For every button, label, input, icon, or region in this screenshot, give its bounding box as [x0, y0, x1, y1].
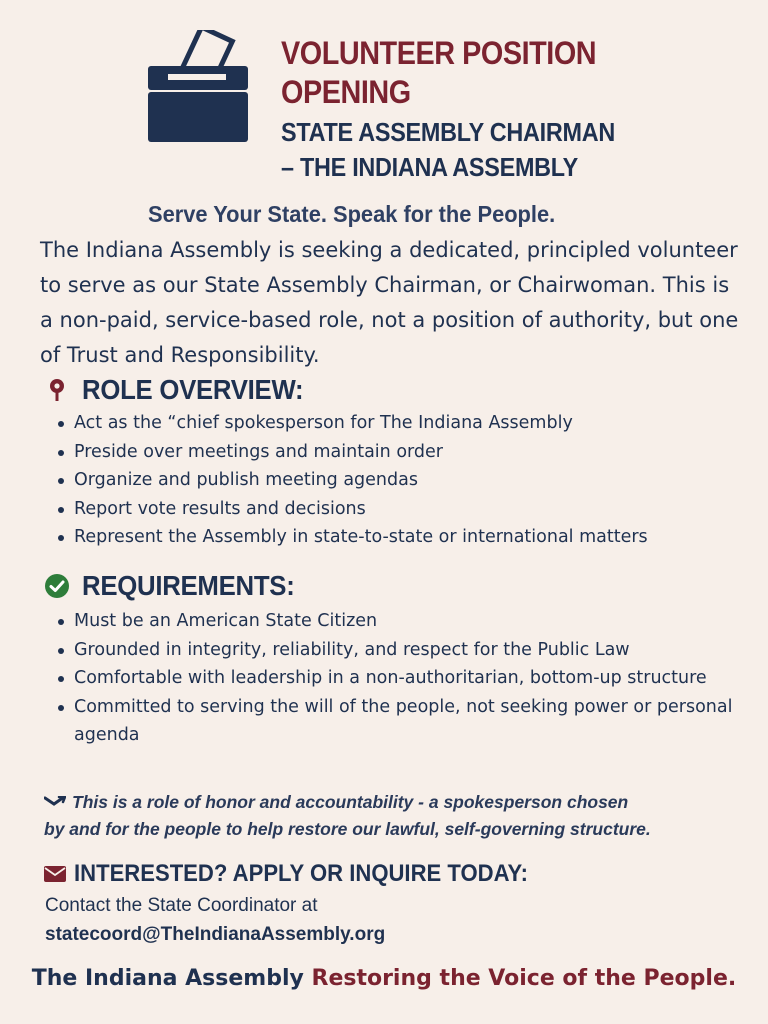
list-item: Must be an American State Citizen: [55, 607, 735, 636]
role-overview-heading-row: [44, 374, 323, 406]
requirements-list: [55, 607, 735, 750]
check-circle-icon: [44, 573, 70, 599]
honor-note: [44, 789, 724, 843]
honor-note-line-1: This is a role of honor and accountability - a spokesperson chosen: [44, 789, 724, 816]
contact-email-link[interactable]: statecoord@TheIndianaAssembly.org: [45, 924, 386, 945]
footer: [0, 966, 768, 991]
map-pin-icon: [44, 377, 70, 403]
subtitle-line-2: – THE INDIANA ASSEMBLY: [281, 152, 579, 182]
honor-note-line-2: by and for the people to help restore our lawful, self-governing structure.: [44, 819, 651, 839]
footer-org: The Indiana Assembly: [31, 966, 304, 991]
title-line-2: OPENING: [281, 74, 411, 110]
header: [0, 0, 768, 200]
list-item: Represent the Assembly in state-to-state or international matters: [55, 523, 735, 552]
subtitle-line-1: STATE ASSEMBLY CHAIRMAN: [281, 117, 615, 147]
requirements-heading: REQUIREMENTS:: [82, 570, 295, 601]
list-item: Preside over meetings and maintain order: [55, 438, 735, 467]
inquire-heading-row: [44, 860, 567, 888]
role-overview-list: [55, 409, 735, 552]
role-overview-heading: ROLE OVERVIEW:: [82, 374, 304, 405]
intro-paragraph: The Indiana Assembly is seeking a dedicated, principled volunteer to serve as our State Assembly Chairman, or Chairwoman. This is a non-paid, service-based role, not a position of authority, but one of Trust and Responsibility.: [40, 238, 739, 367]
list-item: Committed to serving the will of the people, not seeking power or personal agenda: [55, 693, 735, 750]
inquire-heading: INTERESTED? APPLY OR INQUIRE TODAY:: [74, 860, 528, 887]
list-item: Organize and publish meeting agendas: [55, 466, 735, 495]
contact-line: Contact the State Coordinator at: [45, 895, 318, 916]
list-item: Report vote results and decisions: [55, 495, 735, 524]
requirements-heading-row: [44, 570, 313, 602]
list-item: Act as the “chief spokesperson for The Indiana Assembly: [55, 409, 735, 438]
footer-slogan: Restoring the Voice of the People.: [311, 966, 737, 991]
arrow-icon: [44, 796, 66, 810]
ballot-box-icon: [146, 30, 250, 142]
list-item: Grounded in integrity, reliability, and respect for the Public Law: [55, 636, 735, 665]
envelope-icon: [44, 866, 66, 882]
tagline: Serve Your State. Speak for the People.: [148, 201, 556, 227]
title-line-1: VOLUNTEER POSITION: [281, 35, 597, 71]
list-item: Comfortable with leadership in a non-authoritarian, bottom-up structure: [55, 664, 735, 693]
